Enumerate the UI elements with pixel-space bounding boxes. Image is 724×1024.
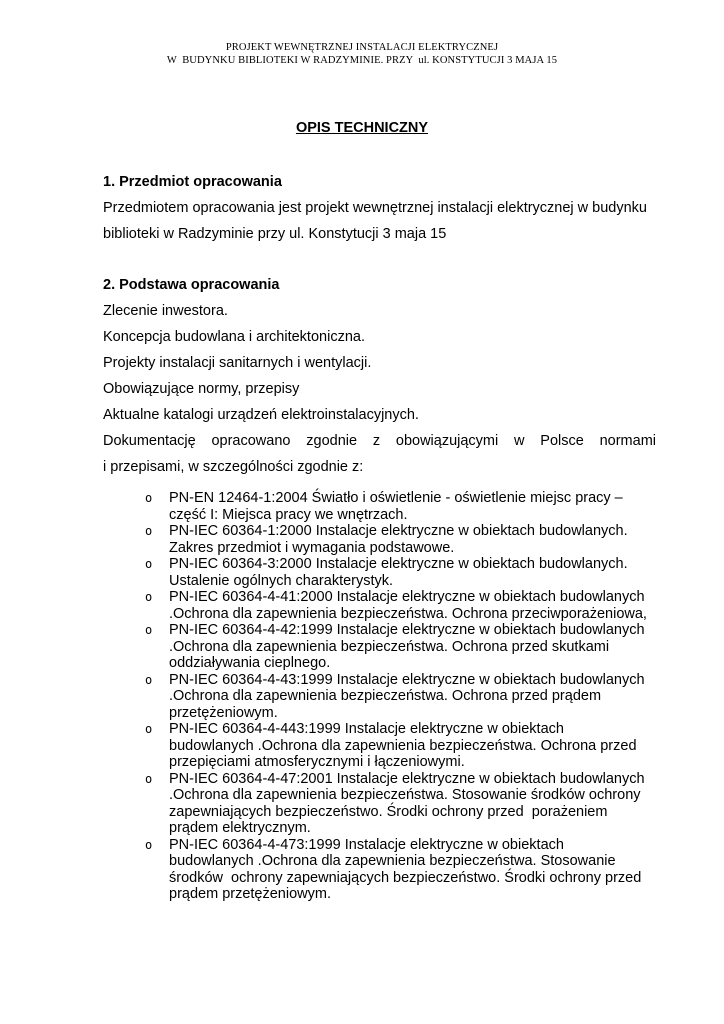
standard-item-line: budowlanych .Ochrona dla zapewnienia bezpieczeństwa. Ochrona przed <box>169 737 637 754</box>
standards-list <box>145 490 665 903</box>
basis-item: Koncepcja budowlana i architektoniczna. <box>103 329 365 345</box>
bullet-icon: o <box>145 491 153 505</box>
basis-item: Projekty instalacji sanitarnych i wentylacji. <box>103 355 372 371</box>
basis-item: Zlecenie inwestora. <box>103 303 228 319</box>
standard-item-line: przetężeniowym. <box>169 704 278 721</box>
standard-item-line: PN-IEC 60364-1:2000 Instalacje elektryczne w obiektach budowlanych. <box>169 523 628 539</box>
standard-item <box>145 589 665 622</box>
standard-item <box>145 556 665 589</box>
basis-item: Aktualne katalogi urządzeń elektroinstalacyjnych. <box>103 407 419 423</box>
section-1-line-2: biblioteki w Radzyminie przy ul. Konstytucji 3 maja 15 <box>103 226 447 242</box>
documentation-line-2: i przepisami, w szczególności zgodnie z: <box>103 459 364 475</box>
standard-item-line: .Ochrona dla zapewnienia bezpieczeństwa. Ochrona przed prądem <box>169 688 602 704</box>
header-line-2: W BUDYNKU BIBLIOTEKI W RADZYMINIE. PRZY ul. KONSTYTUCJI 3 MAJA 15 <box>166 55 558 66</box>
standard-item-line: część I: Miejsca pracy we wnętrzach. <box>169 506 408 523</box>
standard-item <box>145 490 665 523</box>
standard-item-line: zapewniających bezpieczeństwo. Środki ochrony przed porażeniem <box>169 803 608 820</box>
standard-item-line: Zakres przedmiot i wymagania podstawowe. <box>169 539 455 556</box>
spacer <box>103 247 656 272</box>
bullet-icon: o <box>145 837 153 852</box>
standard-item-line: PN-EN 12464-1:2004 Światło i oświetlenie - oświetlenie miejsc pracy – <box>169 490 623 506</box>
standard-item <box>145 622 665 672</box>
standard-item-line: PN-IEC 60364-4-473:1999 Instalacje elektryczne w obiektach <box>169 836 564 853</box>
standard-item-line: PN-IEC 60364-4-42:1999 Instalacje elektryczne w obiektach budowlanych <box>169 622 645 638</box>
standard-item <box>145 771 665 837</box>
standard-item-line: prądem elektrycznym. <box>169 820 311 836</box>
section-1-heading: 1. Przedmiot opracowania <box>103 174 282 190</box>
page-title: OPIS TECHNICZNY <box>295 120 429 136</box>
standard-item-line: PN-IEC 60364-3:2000 Instalacje elektryczne w obiektach budowlanych. <box>169 556 628 572</box>
bullet-icon: o <box>145 722 153 736</box>
standard-item-line: przepięciami atmosferycznymi i łączeniowymi. <box>169 754 465 770</box>
section-1-line-1: Przedmiotem opracowania jest projekt wewnętrznej instalacji elektrycznej w budynku <box>103 200 647 216</box>
basis-item: Obowiązujące normy, przepisy <box>103 381 300 397</box>
standard-item-line: środków ochrony zapewniających bezpieczeństwo. Środki ochrony przed <box>169 869 642 886</box>
standard-item-line: Ustalenie ogólnych charakterystyk. <box>169 572 394 589</box>
standard-item-line: PN-IEC 60364-4-41:2000 Instalacje elektryczne w obiektach budowlanych <box>169 589 645 605</box>
bullet-icon: o <box>145 672 153 687</box>
bullet-icon: o <box>145 590 153 604</box>
bullet-icon: o <box>145 623 153 637</box>
standard-item-line: PN-IEC 60364-4-47:2001 Instalacje elektryczne w obiektach budowlanych <box>169 770 645 787</box>
section-2-heading: 2. Podstawa opracowania <box>103 277 280 293</box>
bullet-icon: o <box>145 557 153 571</box>
standard-item <box>145 672 665 722</box>
bullet-icon: o <box>145 524 153 538</box>
standard-item <box>145 837 665 903</box>
document-header <box>0 41 724 67</box>
standard-item-line: oddziaływania cieplnego. <box>169 655 331 671</box>
standard-item-line: prądem przetężeniowym. <box>169 886 331 902</box>
standard-item-line: PN-IEC 60364-4-443:1999 Instalacje elektryczne w obiektach <box>169 721 564 737</box>
standard-item <box>145 721 665 771</box>
standard-item <box>145 523 665 556</box>
standard-item-line: .Ochrona dla zapewnienia bezpieczeństwa. Ochrona przed skutkami <box>169 638 610 655</box>
standard-item-line: budowlanych .Ochrona dla zapewnienia bezpieczeństwa. Stosowanie <box>169 853 616 869</box>
standard-item-line: .Ochrona dla zapewnienia bezpieczeństwa. Ochrona przeciwporażeniowa, <box>169 605 647 622</box>
documentation-line-1: Dokumentację opracowano zgodnie z obowiązującymi w Polsce normami <box>103 433 656 449</box>
header-line-1: PROJEKT WEWNĘTRZNEJ INSTALACJI ELEKTRYCZNEJ <box>225 42 499 53</box>
document-body <box>103 169 656 480</box>
standard-item-line: .Ochrona dla zapewnienia bezpieczeństwa. Stosowanie środków ochrony <box>169 787 641 803</box>
standard-item-line: PN-IEC 60364-4-43:1999 Instalacje elektryczne w obiektach budowlanych <box>169 671 645 688</box>
bullet-icon: o <box>145 771 153 786</box>
